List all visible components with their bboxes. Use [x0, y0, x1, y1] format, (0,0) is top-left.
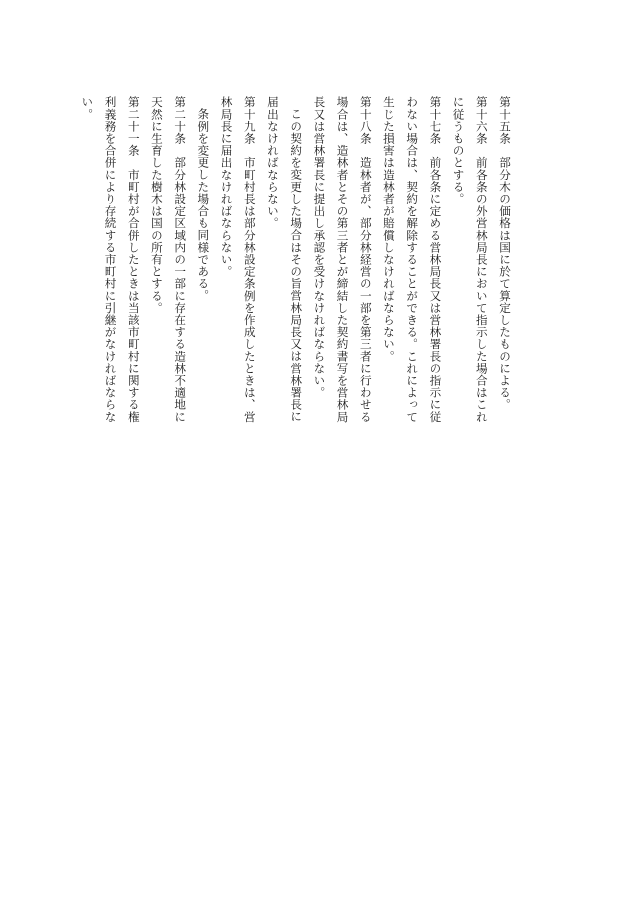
article-20: 第二十条 部分林設定区域内の一部に存在する造林不適地に天然に生育した樹木は国の所有とする。	[149, 96, 188, 423]
vertical-text-body	[75, 96, 516, 432]
article-15: 第十五条 部分木の価格は国に於て算定したものによる。	[498, 96, 512, 411]
article-19: 第十九条 市町村長は部分林設定条例を作成したときは、営林局長に届出なければならない。	[219, 96, 257, 423]
article-19-paragraph-2: 条例を変更した場合も同様である。	[196, 107, 211, 302]
article-21: 第二十一条 市町村が合併したときは当該市町村に関する権利義務を合併により存続する市町村に引継がなければならない。	[80, 96, 141, 423]
article-18: 第十八条 造林者が、部分林経営の一部を第三者に行わせる場合は、造林者とその第三者とが締結した契約書写を営林局長又は営林署長に提出し承認を受けなければならない。	[312, 96, 373, 423]
article-18-paragraph-2: この契約を変更した場合はその旨営林局長又は営林署長に届出なければならない。	[265, 96, 304, 423]
article-17: 第十七条 前各条に定める営林局長又は営林署長の指示に従わない場合は、契約を解除することができる。これによって生じた損害は造林者が賠償しなければならない。	[381, 96, 443, 423]
article-16: 第十六条 前各条の外営林局長において指示した場合はこれに従うものとする。	[451, 96, 489, 423]
